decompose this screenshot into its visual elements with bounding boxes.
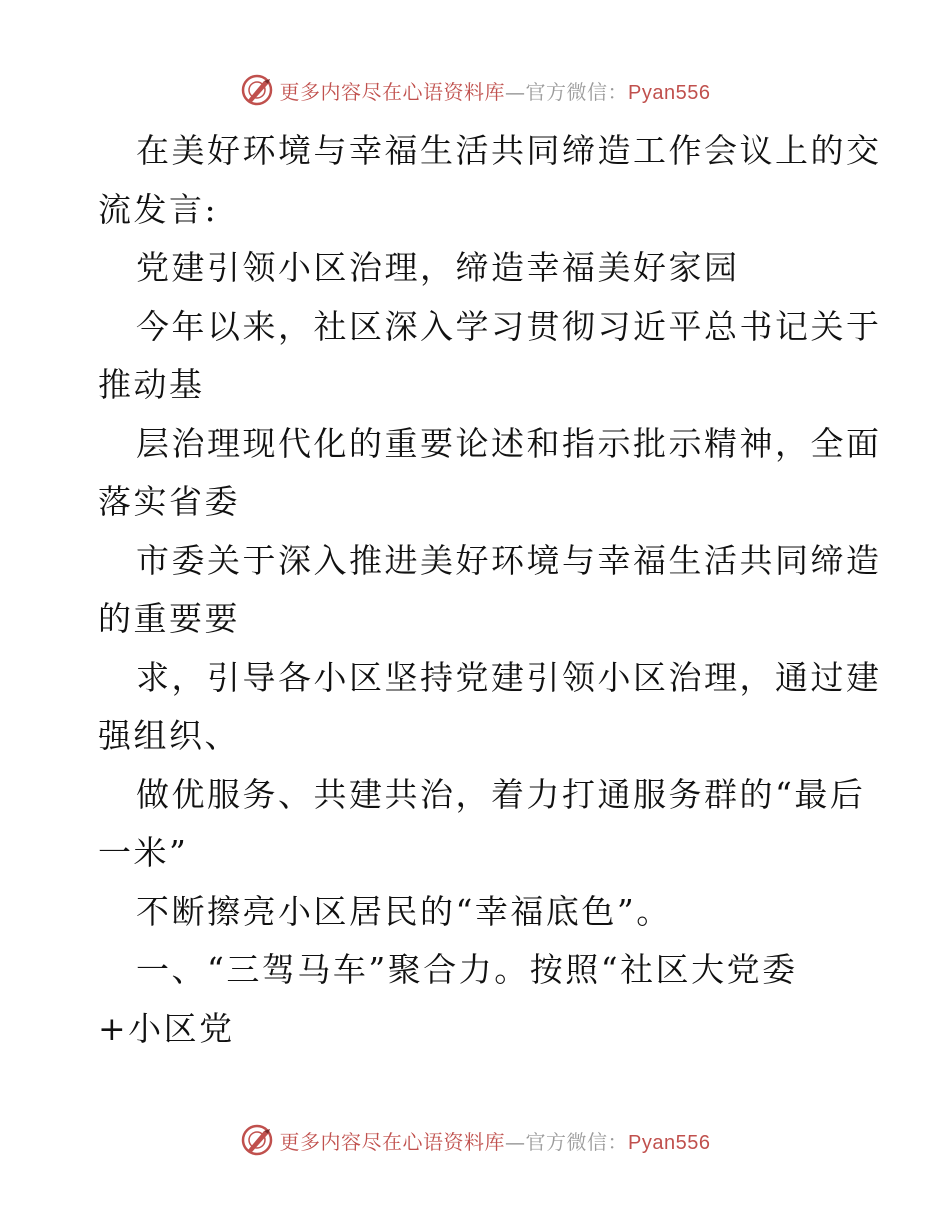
document-body xyxy=(98,122,882,1058)
body-line: 市委关于深入推进美好环境与幸福生活共同缔造 xyxy=(136,540,882,580)
body-line: 的重要要 xyxy=(98,599,240,638)
header-banner-dash: — xyxy=(505,79,526,104)
body-line: 推动基 xyxy=(98,365,205,404)
pen-nib-circle-logo-icon xyxy=(240,73,274,107)
body-line: 强组织、 xyxy=(98,716,240,755)
body-line: 在美好环境与幸福生活共同缔造工作会议上的交 xyxy=(136,131,882,170)
body-line: 一、“三驾马车”聚合力。按照“社区大党委 xyxy=(136,950,798,989)
body-line: +小区党 xyxy=(98,1008,235,1048)
body-line: 流发言: xyxy=(98,189,219,229)
footer-banner-text xyxy=(280,1126,711,1155)
body-line: 一米” xyxy=(98,833,189,872)
footer-banner-dash: — xyxy=(505,1129,526,1154)
footer-banner-wechat-id: Pyan556 xyxy=(628,1131,711,1154)
footer-banner-title: 更多内容尽在心语资料库 xyxy=(279,1129,506,1154)
footer-banner-wechat-label: 官方微信： xyxy=(525,1129,629,1154)
header-banner-text xyxy=(280,76,711,105)
body-line: 落实省委 xyxy=(98,482,240,521)
body-line: 今年以来，社区深入学习贯彻习近平总书记关于 xyxy=(136,306,882,346)
body-line: 做优服务、共建共治，着力打通服务群的“最后 xyxy=(136,774,866,814)
header-banner-wechat-label: 官方微信： xyxy=(525,79,629,104)
body-line: 层治理现代化的重要论述和指示批示精神，全面 xyxy=(136,423,882,463)
header-banner xyxy=(0,70,950,110)
header-banner-wechat-id: Pyan556 xyxy=(628,81,711,104)
pen-nib-circle-logo-icon xyxy=(240,1123,274,1157)
header-banner-title: 更多内容尽在心语资料库 xyxy=(279,79,506,104)
body-line: 不断擦亮小区居民的“幸福底色”。 xyxy=(136,891,672,931)
footer-banner xyxy=(0,1120,950,1160)
body-line: 党建引领小区治理，缔造幸福美好家园 xyxy=(136,248,740,287)
body-line: 求，引导各小区坚持党建引领小区治理，通过建 xyxy=(136,657,882,697)
